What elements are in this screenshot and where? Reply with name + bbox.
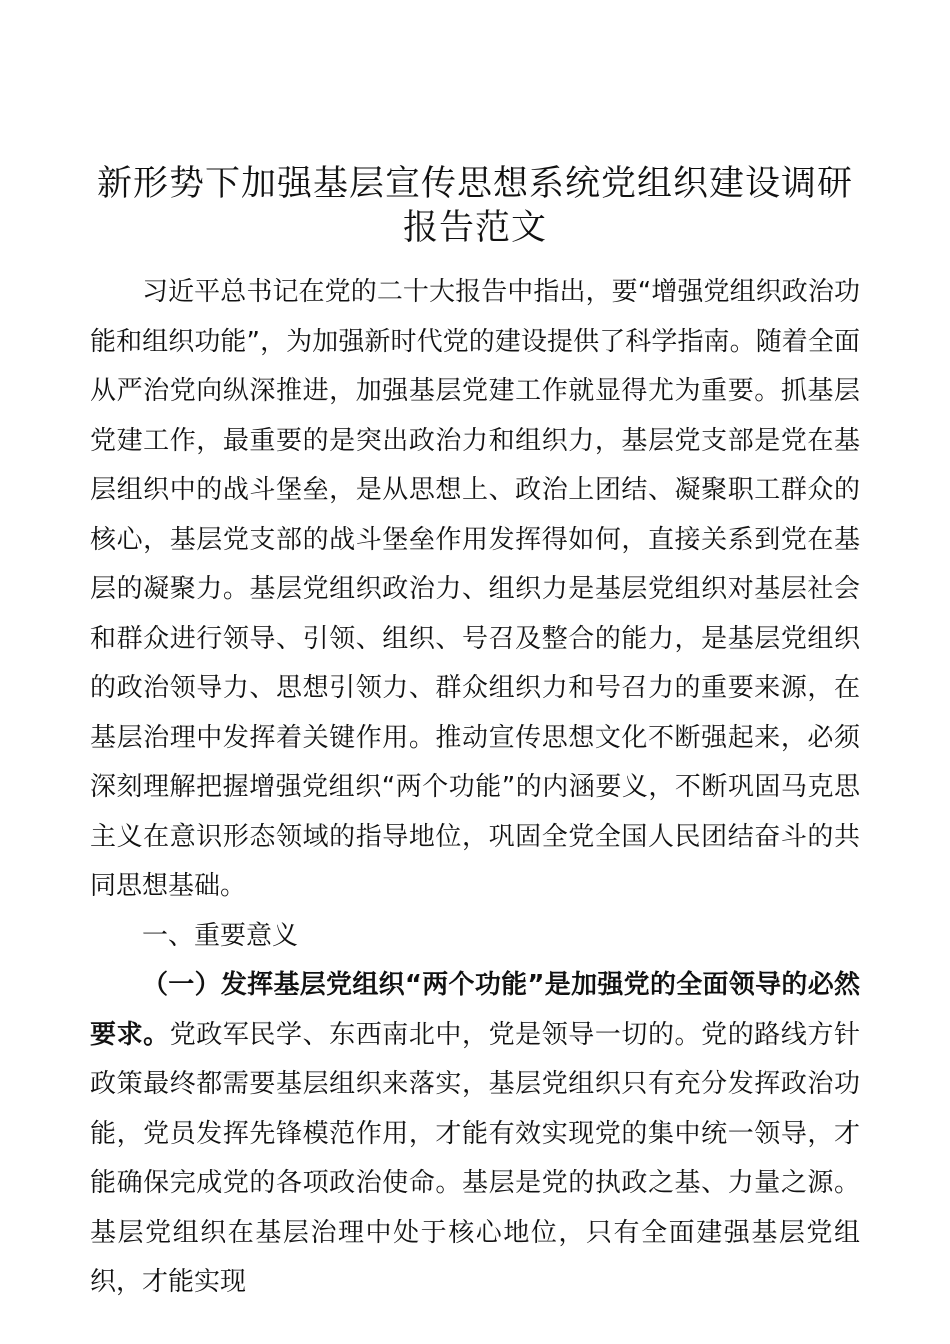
document-body: [90, 268, 860, 1308]
document-title: 新形势下加强基层宣传思想系统党组织建设调研报告范文: [96, 164, 853, 248]
subsection-body: 党政军民学、东西南北中，党是领导一切的。党的路线方针政策最终都需要基层组织来落实，基层党组织只有充分发挥政治功能，党员发挥先锋模范作用，才能有效实现党的集中统一领导，才能确保完成党的各项政治使命。基层是党的执政之基、力量之源。基层党组织在基层治理中处于核心地位，只有全面建强基层党组织，才能实现: [90, 1019, 860, 1297]
section-heading: 一、重要意义: [142, 920, 299, 951]
subsection-paragraph: [90, 961, 860, 1308]
intro-paragraph: 习近平总书记在党的二十大报告中指出，要“增强党组织政治功能和组织功能”，为加强新时代党的建设提供了科学指南。随着全面从严治党向纵深推进，加强基层党建工作就显得尤为重要。抓基层党建工作，最重要的是突出政治力和组织力，基层党支部是党在基层组织中的战斗堡垒，是从思想上、政治上团结、凝聚职工群众的核心，基层党支部的战斗堡垒作用发挥得如何，直接关系到党在基层的凝聚力。基层党组织政治力、组织力是基层党组织对基层社会和群众进行领导、引领、组织、号召及整合的能力，是基层党组织的政治领导力、思想引领力、群众组织力和号召力的重要来源，在基层治理中发挥着关键作用。推动宣传思想文化不断强起来，必须深刻理解把握增强党组织“两个功能”的内涵要义，不断巩固马克思主义在意识形态领域的指导地位，巩固全党全国人民团结奋斗的共同思想基础。: [90, 277, 860, 901]
subsection-heading: （一）发挥基层党组织“两个功能”是加强党的全面领导的必然要求。: [90, 970, 860, 1050]
